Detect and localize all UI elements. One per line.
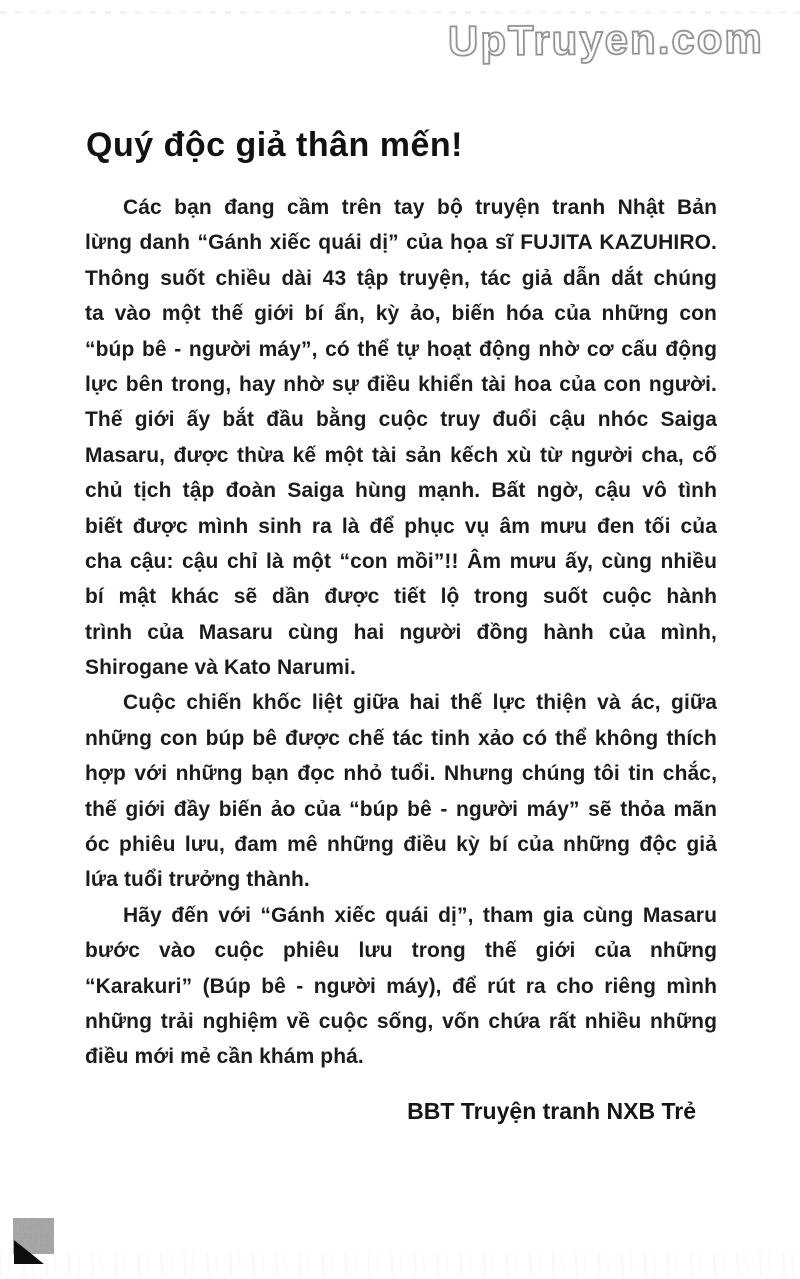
text-line: điều mới mẻ cần khám phá. (85, 1045, 364, 1069)
scan-bottom-edge-artifact (0, 1253, 800, 1275)
text-line: trình của Masaru cùng hai người đồng hành của mình, (85, 620, 717, 644)
text-line: Shirogane và Kato Narumi. (85, 656, 356, 680)
text-line: lứa tuổi trưởng thành. (85, 868, 310, 892)
text-line: cha cậu: cậu chỉ là một “con mồi”!! Âm mưu ấy, cùng nhiều (85, 549, 717, 573)
text-line: bước vào cuộc phiêu lưu trong thế giới của những (85, 939, 717, 963)
text-line: “Karakuri” (Búp bê - người máy), để rút ra cho riêng mình (85, 974, 717, 998)
text-line: “búp bê - người máy”, có thể tự hoạt động nhờ cơ cấu động (85, 337, 717, 361)
uptruyen-watermark: UpTruyen.com (448, 14, 765, 65)
text-line: Hãy đến với “Gánh xiếc quái dị”, tham gia cùng Masaru (123, 903, 717, 927)
text-line: ta vào một thế giới bí ẩn, kỳ ảo, biến hóa của những con (85, 302, 717, 326)
text-line: những con búp bê được chế tác tinh xảo có thể không thích (85, 726, 717, 750)
text-line: Các bạn đang cầm trên tay bộ truyện tranh Nhật Bản (123, 196, 717, 219)
text-line: Masaru, được thừa kế một tài sản kếch xù từ người cha, cố (85, 443, 717, 467)
text-line: Thông suốt chiều dài 43 tập truyện, tác giả dẫn dắt chúng (85, 266, 717, 290)
text-line: biết được mình sinh ra là để phục vụ âm mưu đen tối của (85, 514, 717, 538)
text-line: hợp với những bạn đọc nhỏ tuổi. Nhưng chúng tôi tin chắc, (85, 762, 717, 786)
scan-top-edge-artifact (0, 11, 800, 14)
signature: BBT Truyện tranh NXB Trẻ (407, 1098, 696, 1124)
text-line: lừng danh “Gánh xiếc quái dị” của họa sĩ FUJITA KAZUHIRO. (85, 231, 717, 255)
text-line: Cuộc chiến khốc liệt giữa hai thế lực thiện và ác, giữa (123, 691, 717, 715)
text-line: những trải nghiệm về cuộc sống, vốn chứa rất nhiều những (85, 1009, 717, 1033)
text-line: bí mật khác sẽ dần được tiết lộ trong suốt cuộc hành (85, 585, 717, 609)
text-line: chủ tịch tập đoàn Saiga hùng mạnh. Bất ngờ, cậu vô tình (85, 479, 717, 503)
text-line: lực bên trong, hay nhờ sự điều khiển tài hoa của con người. (85, 372, 717, 396)
body-text (85, 190, 717, 1075)
text-line: óc phiêu lưu, đam mê những điều kỳ bí của những độc giả (85, 833, 717, 857)
page-title: Quý độc giả thân mến! (86, 126, 463, 164)
text-line: Thế giới ấy bắt đầu bằng cuộc truy đuổi cậu nhóc Saiga (85, 408, 717, 432)
text-line: thế giới đầy biến ảo của “búp bê - người máy” sẽ thỏa mãn (85, 797, 717, 821)
